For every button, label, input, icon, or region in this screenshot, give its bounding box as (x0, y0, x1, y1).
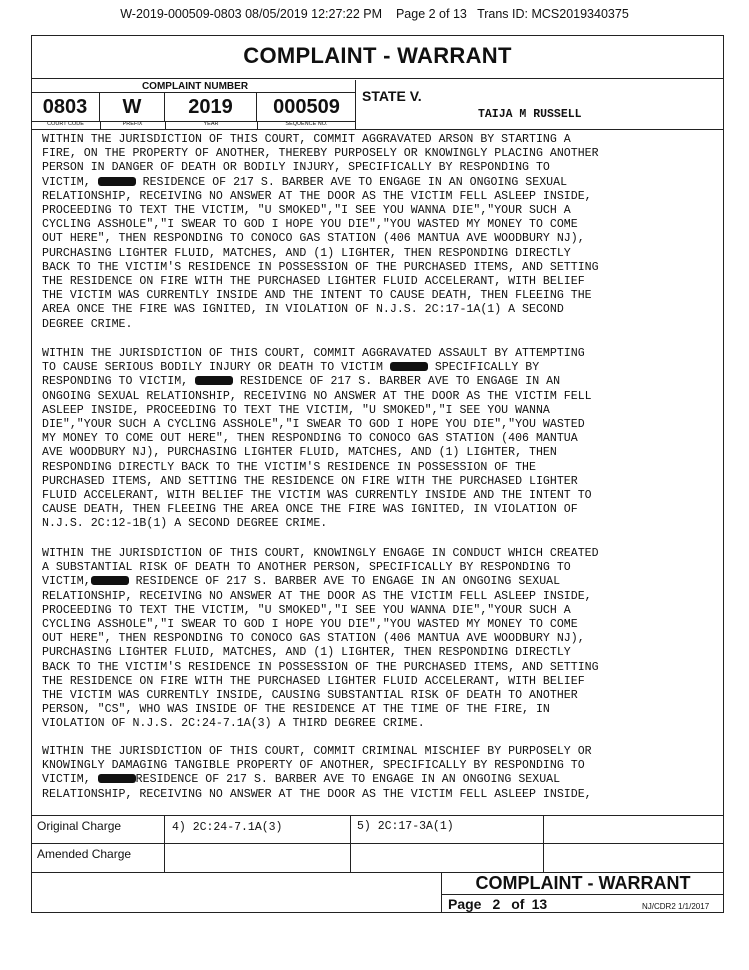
redaction-bar (98, 177, 136, 186)
page-word: Page (448, 896, 482, 912)
header-trans-id: Trans ID: MCS2019340375 (477, 7, 629, 21)
page-total: 13 (531, 896, 548, 912)
divider (257, 121, 258, 129)
court-code-value: 0803 (31, 93, 100, 121)
divider (31, 815, 724, 816)
document-header (0, 7, 749, 21)
redaction-bar (91, 576, 129, 585)
page-of: of (511, 896, 525, 912)
divider (543, 815, 544, 872)
divider (31, 78, 724, 79)
header-time: 12:27:22 PM (311, 7, 383, 21)
page-title: COMPLAINT - WARRANT (243, 43, 512, 68)
divider (164, 815, 165, 872)
redaction-bar (390, 362, 428, 371)
amended-charge-label: Amended Charge (37, 847, 132, 861)
divider (441, 894, 724, 895)
prefix-label: PREFIX (122, 121, 143, 127)
divider (165, 121, 166, 129)
divider (31, 843, 724, 844)
footer-title: COMPLAINT - WARRANT (475, 873, 691, 893)
header-page-label: Page 2 of 13 (395, 7, 467, 21)
page-indicator (448, 896, 550, 912)
header-date: 08/05/2019 (245, 7, 308, 21)
charge-paragraph: WITHIN THE JURISDICTION OF THIS COURT, COMMIT AGGRAVATED ASSAULT BY ATTEMPTING TO CAUSE SERIOUS BODILY INJURY OR DEATH TO VICTIM SPECIFICALLY BY RESPONDING TO VICTIM, RESIDENCE OF 217 S. BARBER AVE TO ENGAGE IN AN ONGOING SEXUAL RELATIONSHIP, RECEIVING NO ANSWER AT THE DOOR AS THE VICTIM FELL ASLEEP INSIDE, PROCEEDING TO TEXT THE VICTIM, "U SMOKED","I SEE YOU WANNA DIE","YOUR SUCH A CYCLING ASSHOLE","I SWEAR TO GOD I HOPE YOU DIE","YOU WASTED MY MONEY TO COME OUT HERE", THEN RESPONDING TO CONOCO GAS STATION (406 MANTUA AVE WOODBURY NJ), PURCHASING LIGHTER FLUID, MATCHES, AND (1) LIGHTER, THEN RESPONDING DIRECTLY BACK TO THE VICTIM'S RESIDENCE IN POSSESSION OF THE PURCHASED ITEMS, AND SETTING THE RESIDENCE ON FIRE WITH THE PURCHASED LIGHTER FLUID ACCELERANT, WITH BELIEF THE VICTIM WAS CURRENTLY INSIDE AND THE INTENT TO CAUSE DEATH, THEN FLEEING THE AREA ONCE THE FIRE WAS IGNITED, IN VIOLATION OF N.J.S. 2C:12-1B(1) A SECOND DEGREE CRIME. (42, 347, 592, 531)
state-label: STATE V. (362, 88, 422, 104)
sequence-label: SEQUENCE NO. (285, 121, 328, 127)
redaction-bar (195, 376, 233, 385)
divider (31, 129, 724, 130)
charge-paragraph: WITHIN THE JURISDICTION OF THIS COURT, COMMIT CRIMINAL MISCHIEF BY PURPOSELY OR KNOWINGLY DAMAGING TANGIBLE PROPERTY OF ANOTHER, SPECIFICALLY BY RESPONDING TO VICTIM, RESIDENCE OF 217 S. BARBER AVE TO ENGAGE IN AN ONGOING SEXUAL RELATIONSHIP, RECEIVING NO ANSWER AT THE DOOR AS THE VICTIM FELL ASLEEP INSIDE, (42, 745, 592, 801)
sequence-value: 000509 (273, 96, 340, 118)
original-charge-value: 5) 2C:17-3A(1) (357, 820, 454, 833)
complaint-number-label: COMPLAINT NUMBER (141, 81, 249, 92)
charge-paragraph: WITHIN THE JURISDICTION OF THIS COURT, KNOWINGLY ENGAGE IN CONDUCT WHICH CREATED A SUBSTANTIAL RISK OF DEATH TO ANOTHER PERSON, SPECIFICALLY BY RESPONDING TO VICTIM, RESIDENCE OF 217 S. BARBER AVE TO ENGAGE IN AN ONGOING SEXUAL RELATIONSHIP, RECEIVING NO ANSWER AT THE DOOR AS THE VICTIM FELL ASLEEP INSIDE, PROCEEDING TO TEXT THE VICTIM, "U SMOKED","I SEE YOU WANNA DIE","YOUR SUCH A CYCLING ASSHOLE","I SWEAR TO GOD I HOPE YOU DIE","YOU WASTED MY MONEY TO COME OUT HERE", THEN RESPONDING TO CONOCO GAS STATION (406 MANTUA AVE WOODBURY NJ), PURCHASING LIGHTER FLUID, MATCHES, AND (1) LIGHTER, THEN RESPONDING DIRECTLY BACK TO THE VICTIM'S RESIDENCE IN POSSESSION OF THE PURCHASED ITEMS, AND SETTING THE RESIDENCE ON FIRE WITH THE PURCHASED LIGHTER FLUID ACCELERANT, WITH BELIEF THE VICTIM WAS CURRENTLY INSIDE, CAUSING SUBSTANTIAL RISK OF DEATH TO ANOTHER PERSON, "CS", WHO WAS INSIDE OF THE RESIDENCE AT THE TIME OF THE FIRE, IN VIOLATION OF N.J.S. 2C:24-7.1A(3) A THIRD DEGREE CRIME. (42, 547, 599, 731)
original-charge-label: Original Charge (37, 819, 122, 833)
court-code-label: COURT CODE (47, 121, 84, 127)
year-label: YEAR (203, 121, 219, 127)
year-value: 2019 (165, 93, 257, 121)
defendant-name: TAIJA M RUSSELL (478, 108, 582, 121)
original-charge-value: 4) 2C:24-7.1A(3) (172, 821, 283, 834)
divider (100, 121, 101, 129)
redaction-bar (98, 774, 136, 783)
header-document-id: W-2019-000509-0803 (120, 7, 242, 21)
prefix-value: W (100, 93, 165, 121)
charge-paragraph: WITHIN THE JURISDICTION OF THIS COURT, COMMIT AGGRAVATED ARSON BY STARTING A FIRE, ON THE PROPERTY OF ANOTHER, THEREBY PURPOSELY OR KNOWINGLY PLACING ANOTHER PERSON IN DANGER OF DEATH OR BODILY INJURY, SPECIFICALLY BY RESPONDING TO VICTIM, RESIDENCE OF 217 S. BARBER AVE TO ENGAGE IN AN ONGOING SEXUAL RELATIONSHIP, RECEIVING NO ANSWER AT THE DOOR AS THE VICTIM FELL ASLEEP INSIDE, PROCEEDING TO TEXT THE VICTIM, "U SMOKED","I SEE YOU WANNA DIE","YOUR SUCH A CYCLING ASSHOLE","I SWEAR TO GOD I HOPE YOU DIE","YOU WASTED MY MONEY TO COME OUT HERE", THEN RESPONDING TO CONOCO GAS STATION (406 MANTUA AVE WOODBURY NJ), PURCHASING LIGHTER FLUID, MATCHES, AND (1) LIGHTER, THEN RESPONDING DIRECTLY BACK TO THE VICTIM'S RESIDENCE IN POSSESSION OF THE PURCHASED ITEMS, AND SETTING THE RESIDENCE ON FIRE WITH THE PURCHASED LIGHTER FLUID ACCELERANT, WITH BELIEF THE VICTIM WAS CURRENTLY INSIDE AND THE INTENT TO CAUSE DEATH, THEN FLEEING THE AREA ONCE THE FIRE WAS IGNITED, IN VIOLATION OF N.J.S. 2C:17-1A(1) A SECOND DEGREE CRIME. (42, 133, 599, 331)
form-id: NJ/CDR2 1/1/2017 (642, 902, 710, 911)
page-current: 2 (492, 896, 501, 912)
divider (350, 815, 351, 872)
